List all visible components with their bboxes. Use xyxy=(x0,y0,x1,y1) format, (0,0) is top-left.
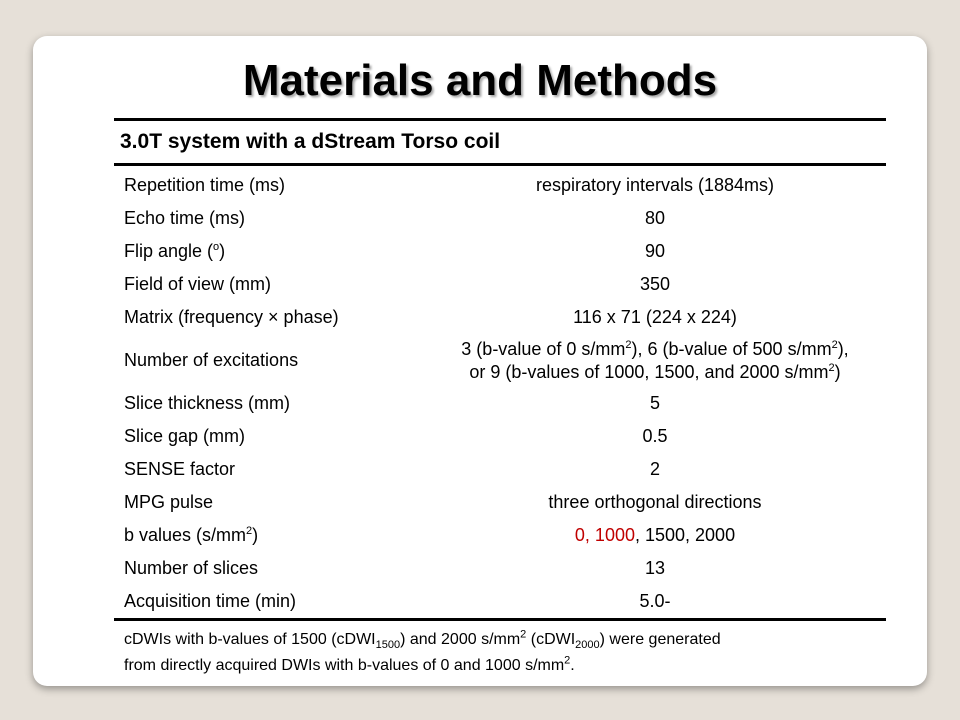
param-value: 5.0- xyxy=(639,591,671,611)
param-value: 2 xyxy=(649,459,660,479)
unit-superscript: 2 xyxy=(246,525,253,537)
table-row xyxy=(114,519,886,552)
table-body xyxy=(114,169,886,618)
table-row xyxy=(114,235,886,268)
param-value: 5 xyxy=(649,393,660,413)
footnote-text: ) were generated xyxy=(599,631,721,648)
unit-superscript: 2 xyxy=(625,338,632,351)
footnote-line xyxy=(124,627,886,653)
param-label: Echo time (ms) xyxy=(124,208,246,228)
footnote-superscript: 2 xyxy=(520,628,527,641)
degree-superscript: o xyxy=(213,241,220,253)
param-value: 90 xyxy=(644,241,666,261)
param-label xyxy=(114,241,424,262)
footnote-subscript: 1500 xyxy=(375,639,401,652)
table-row xyxy=(114,169,886,202)
value-text: 3 (b-value of 0 s/mm xyxy=(461,338,626,359)
caption-rule xyxy=(114,163,886,166)
param-label-text: Flip angle ( xyxy=(124,241,214,261)
footnote-superscript: 2 xyxy=(564,654,571,667)
table-row xyxy=(114,268,886,301)
param-label xyxy=(114,525,424,546)
footnote-text: ) and 2000 s/mm xyxy=(400,631,521,648)
value-text: ) xyxy=(834,361,841,382)
footnote-line xyxy=(124,653,886,679)
param-value: 80 xyxy=(644,208,666,228)
table-footnote xyxy=(114,621,886,679)
param-value: 350 xyxy=(639,274,671,294)
table-row xyxy=(114,486,886,519)
param-label: SENSE factor xyxy=(124,459,236,479)
param-label-text: b values (s/mm xyxy=(124,525,247,545)
value-text: ), xyxy=(837,338,849,359)
param-value: three orthogonal directions xyxy=(548,492,762,512)
table-row xyxy=(114,202,886,235)
table-row xyxy=(114,301,886,334)
unit-superscript: 2 xyxy=(831,338,838,351)
param-label: Repetition time (ms) xyxy=(124,175,286,195)
value-text: , 1500, 2000 xyxy=(634,525,736,545)
param-label: Number of slices xyxy=(124,558,259,578)
footnote-text: cDWIs with b-values of 1500 (cDWI xyxy=(124,631,376,648)
table-row xyxy=(114,453,886,486)
param-label: Matrix (frequency × phase) xyxy=(124,307,339,327)
param-value xyxy=(424,525,886,546)
table-caption: 3.0T system with a dStream Torso coil xyxy=(120,130,501,153)
parameters-table xyxy=(114,118,886,679)
param-value xyxy=(424,338,886,384)
table-row xyxy=(114,552,886,585)
param-value: 13 xyxy=(644,558,666,578)
slide-title: Materials and Methods xyxy=(242,56,718,105)
param-value: respiratory intervals (1884ms) xyxy=(535,175,775,195)
footnote-text: from directly acquired DWIs with b-values of 0 and 1000 s/mm xyxy=(124,657,565,674)
param-label: Field of view (mm) xyxy=(124,274,272,294)
table-row xyxy=(114,420,886,453)
footnote-text: (cDWI xyxy=(526,631,576,648)
param-label-text: ) xyxy=(252,525,259,545)
highlighted-b-values: 0, 1000 xyxy=(574,525,635,545)
param-label: Number of excitations xyxy=(124,350,299,370)
slide xyxy=(33,36,927,686)
param-value: 0.5 xyxy=(642,426,668,446)
value-text: or 9 (b-values of 1000, 1500, and 2000 s/mm xyxy=(469,361,829,382)
unit-superscript: 2 xyxy=(828,361,835,374)
param-value: 116 x 71 (224 x 224) xyxy=(573,307,737,327)
value-text: ), 6 (b-value of 500 s/mm xyxy=(631,338,832,359)
table-row xyxy=(114,585,886,618)
param-label-text: ) xyxy=(219,241,226,261)
footnote-subscript: 2000 xyxy=(575,639,600,652)
footnote-text: . xyxy=(570,657,575,674)
param-label: Slice thickness (mm) xyxy=(124,393,291,413)
table-row xyxy=(114,387,886,420)
param-label: Slice gap (mm) xyxy=(124,426,246,446)
param-label: MPG pulse xyxy=(124,492,214,512)
param-label: Acquisition time (min) xyxy=(124,591,297,611)
table-row xyxy=(114,334,886,387)
